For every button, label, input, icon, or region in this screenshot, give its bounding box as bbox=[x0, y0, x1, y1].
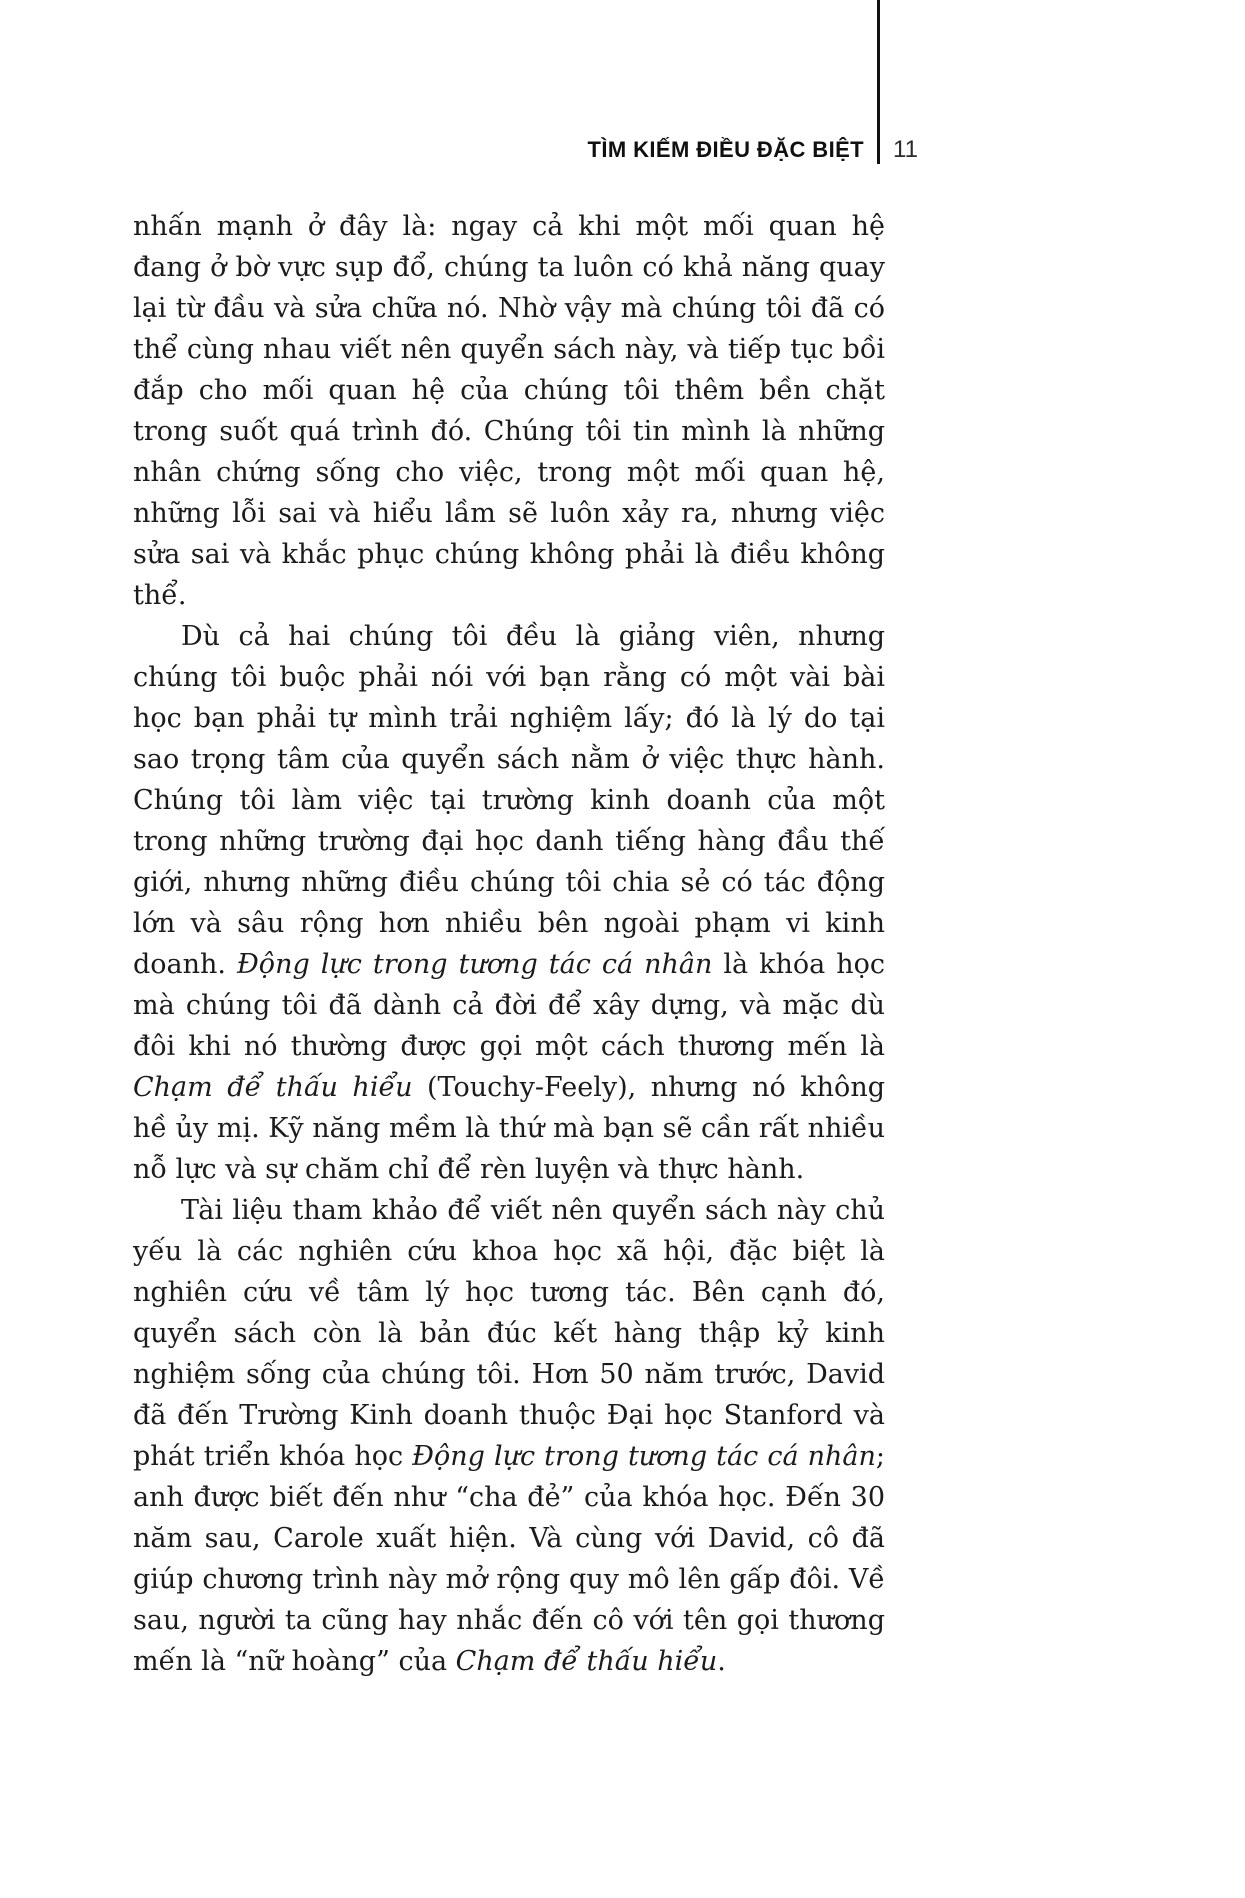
italic-text: Động lực trong tương tác cá nhân bbox=[412, 1441, 876, 1472]
chapter-title: TÌM KIẾM ĐIỀU ĐẶC BIỆT bbox=[587, 137, 864, 162]
body-text: là khóa học mà chúng tôi đã dành cả đời để xây dựng, và mặc dù đôi khi nó thường được gọi một cách thương mến là bbox=[133, 949, 885, 1062]
body-text: Tài liệu tham khảo để viết nên quyển sách này chủ yếu là các nghiên cứu khoa học xã hội, đặc biệt là nghiên cứu về tâm lý học tương tác. Bên cạnh đó, quyển sách còn là bản đúc kết hàng thập kỷ kinh nghiệm sống của chúng tôi. Hơn 50 năm trước, David đã đến Trường Kinh doanh thuộc Đại học Stanford và phát triển khóa học bbox=[133, 1195, 885, 1472]
paragraph bbox=[133, 616, 885, 1190]
page-number: 11 bbox=[893, 136, 918, 163]
header-divider bbox=[877, 0, 880, 164]
body-text: (Touchy-Feely), nhưng nó không hề ủy mị. Kỹ năng mềm là thứ mà bạn sẽ cần rất nhiều nỗ lực và sự chăm chỉ để rèn luyện và thực hành. bbox=[133, 1072, 885, 1185]
paragraph bbox=[133, 1190, 885, 1682]
body-text: Dù cả hai chúng tôi đều là giảng viên, nhưng chúng tôi buộc phải nói với bạn rằng có một vài bài học bạn phải tự mình trải nghiệm lấy; đó là lý do tại sao trọng tâm của quyển sách nằm ở việc thực hành. Chúng tôi làm việc tại trường kinh doanh của một trong những trường đại học danh tiếng hàng đầu thế giới, nhưng những điều chúng tôi chia sẻ có tác động lớn và sâu rộng hơn nhiều bên ngoài phạm vi kinh doanh. bbox=[133, 621, 885, 980]
body-text: ; anh được biết đến như “cha đẻ” của khóa học. Đến 30 năm sau, Carole xuất hiện. Và cùng với David, cô đã giúp chương trình này mở rộng quy mô lên gấp đôi. Về sau, người ta cũng hay nhắc đến cô với tên gọi thương mến là “nữ hoàng” của bbox=[133, 1441, 885, 1677]
body-text: . bbox=[717, 1646, 726, 1677]
page-text bbox=[133, 206, 885, 1682]
body-text: nhấn mạnh ở đây là: ngay cả khi một mối quan hệ đang ở bờ vực sụp đổ, chúng ta luôn có khả năng quay lại từ đầu và sửa chữa nó. Nhờ vậy mà chúng tôi đã có thể cùng nhau viết nên quyển sách này, và tiếp tục bồi đắp cho mối quan hệ của chúng tôi thêm bền chặt trong suốt quá trình đó. Chúng tôi tin mình là những nhân chứng sống cho việc, trong một mối quan hệ, những lỗi sai và hiểu lầm sẽ luôn xảy ra, nhưng việc sửa sai và khắc phục chúng không phải là điều không thể. bbox=[133, 211, 885, 611]
italic-text: Động lực trong tương tác cá nhân bbox=[237, 949, 713, 980]
running-header bbox=[133, 137, 864, 163]
paragraph bbox=[133, 206, 885, 616]
italic-text: Chạm để thấu hiểu bbox=[455, 1646, 718, 1677]
italic-text: Chạm để thấu hiểu bbox=[133, 1072, 413, 1103]
